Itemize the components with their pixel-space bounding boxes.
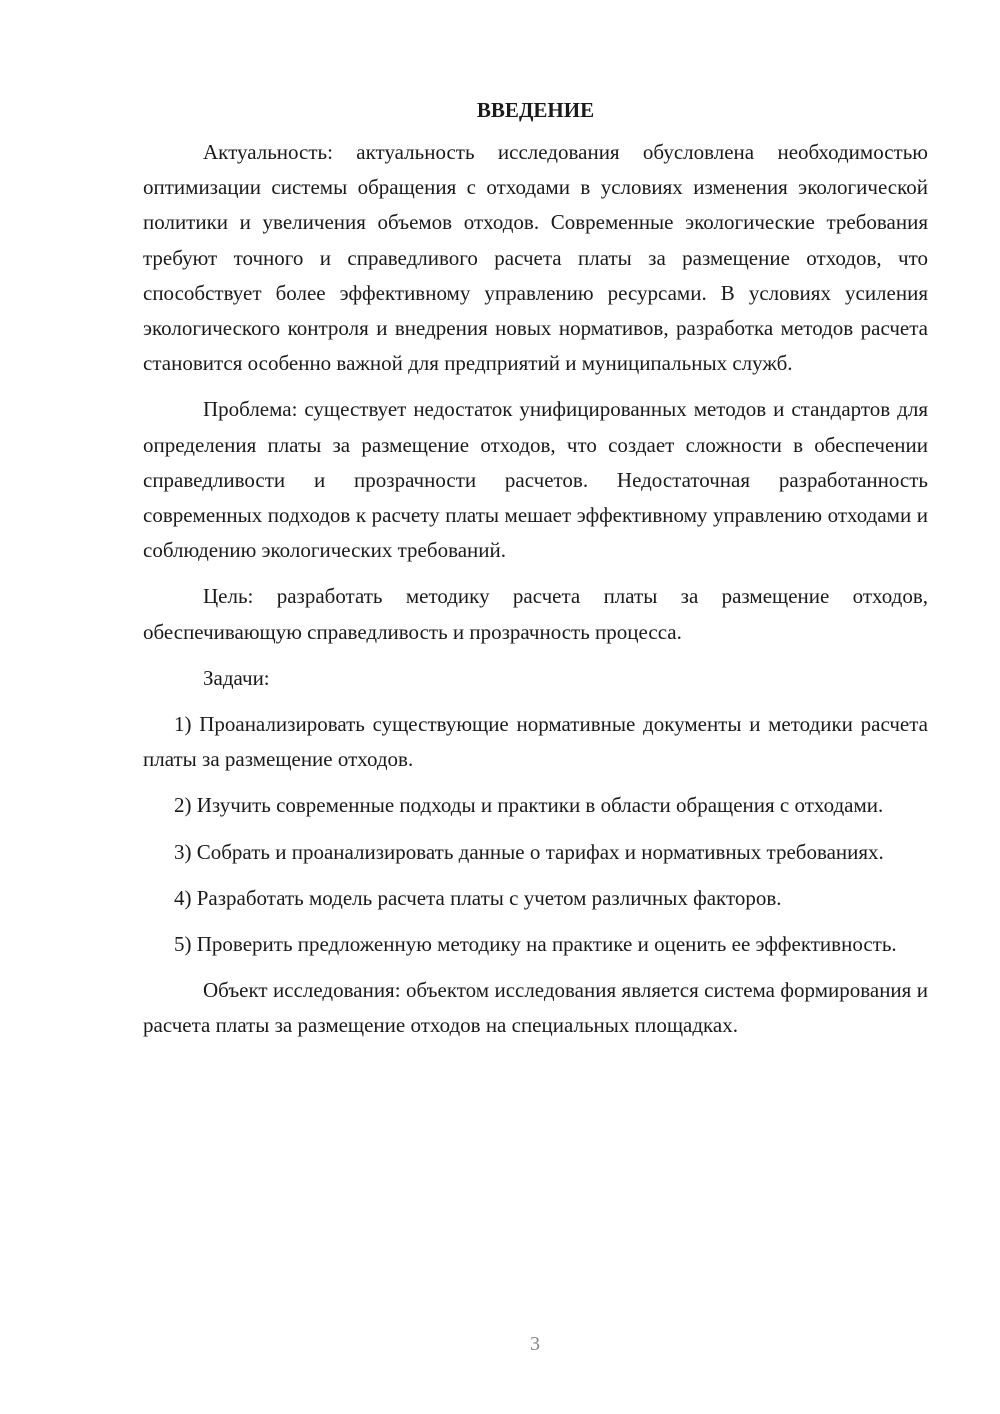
object-paragraph: Объект исследования: объектом исследования является система формирования и расчета платы за размещение отходов на специальных площадках. (143, 978, 928, 1038)
document-page (143, 95, 928, 1055)
section-heading: ВВЕДЕНИЕ (476, 98, 595, 122)
task-item-1: 1) Проанализировать существующие нормативные документы и методики расчета платы за размещение отходов. (143, 712, 928, 772)
problem-paragraph: Проблема: существует недостаток унифицированных методов и стандартов для определения платы за размещение отходов, что создает сложности в обеспечении справедливости и прозрачности расчетов. Недостаточная разработанность современных подходов к расчету платы мешает эффективному управлению отходами и соблюдению экологических требований. (143, 397, 928, 563)
task-item-2: 2) Изучить современные подходы и практики в области обращения с отходами. (174, 793, 884, 818)
tasks-label: Задачи: (203, 665, 270, 690)
relevance-paragraph: Актуальность: актуальность исследования обусловлена необходимостью оптимизации системы обращения с отходами в условиях изменения экологической политики и увеличения объемов отходов. Современные экологические требования требуют точного и справедливого расчета платы за размещение отходов, что способствует более эффективному управлению ресурсами. В условиях усиления экологического контроля и внедрения новых нормативов, разработка методов расчета становится особенно важной для предприятий и муниципальных служб. (143, 140, 928, 376)
task-item-3: 3) Собрать и проанализировать данные о тарифах и нормативных требованиях. (174, 839, 884, 864)
task-item-4: 4) Разработать модель расчета платы с учетом различных факторов. (174, 885, 782, 910)
page-number: 3 (530, 1333, 540, 1355)
task-item-5: 5) Проверить предложенную методику на практике и оценить ее эффективность. (174, 932, 897, 957)
goal-paragraph: Цель: разработать методику расчета платы за размещение отходов, обеспечивающую справедливость и прозрачность процесса. (143, 584, 928, 644)
